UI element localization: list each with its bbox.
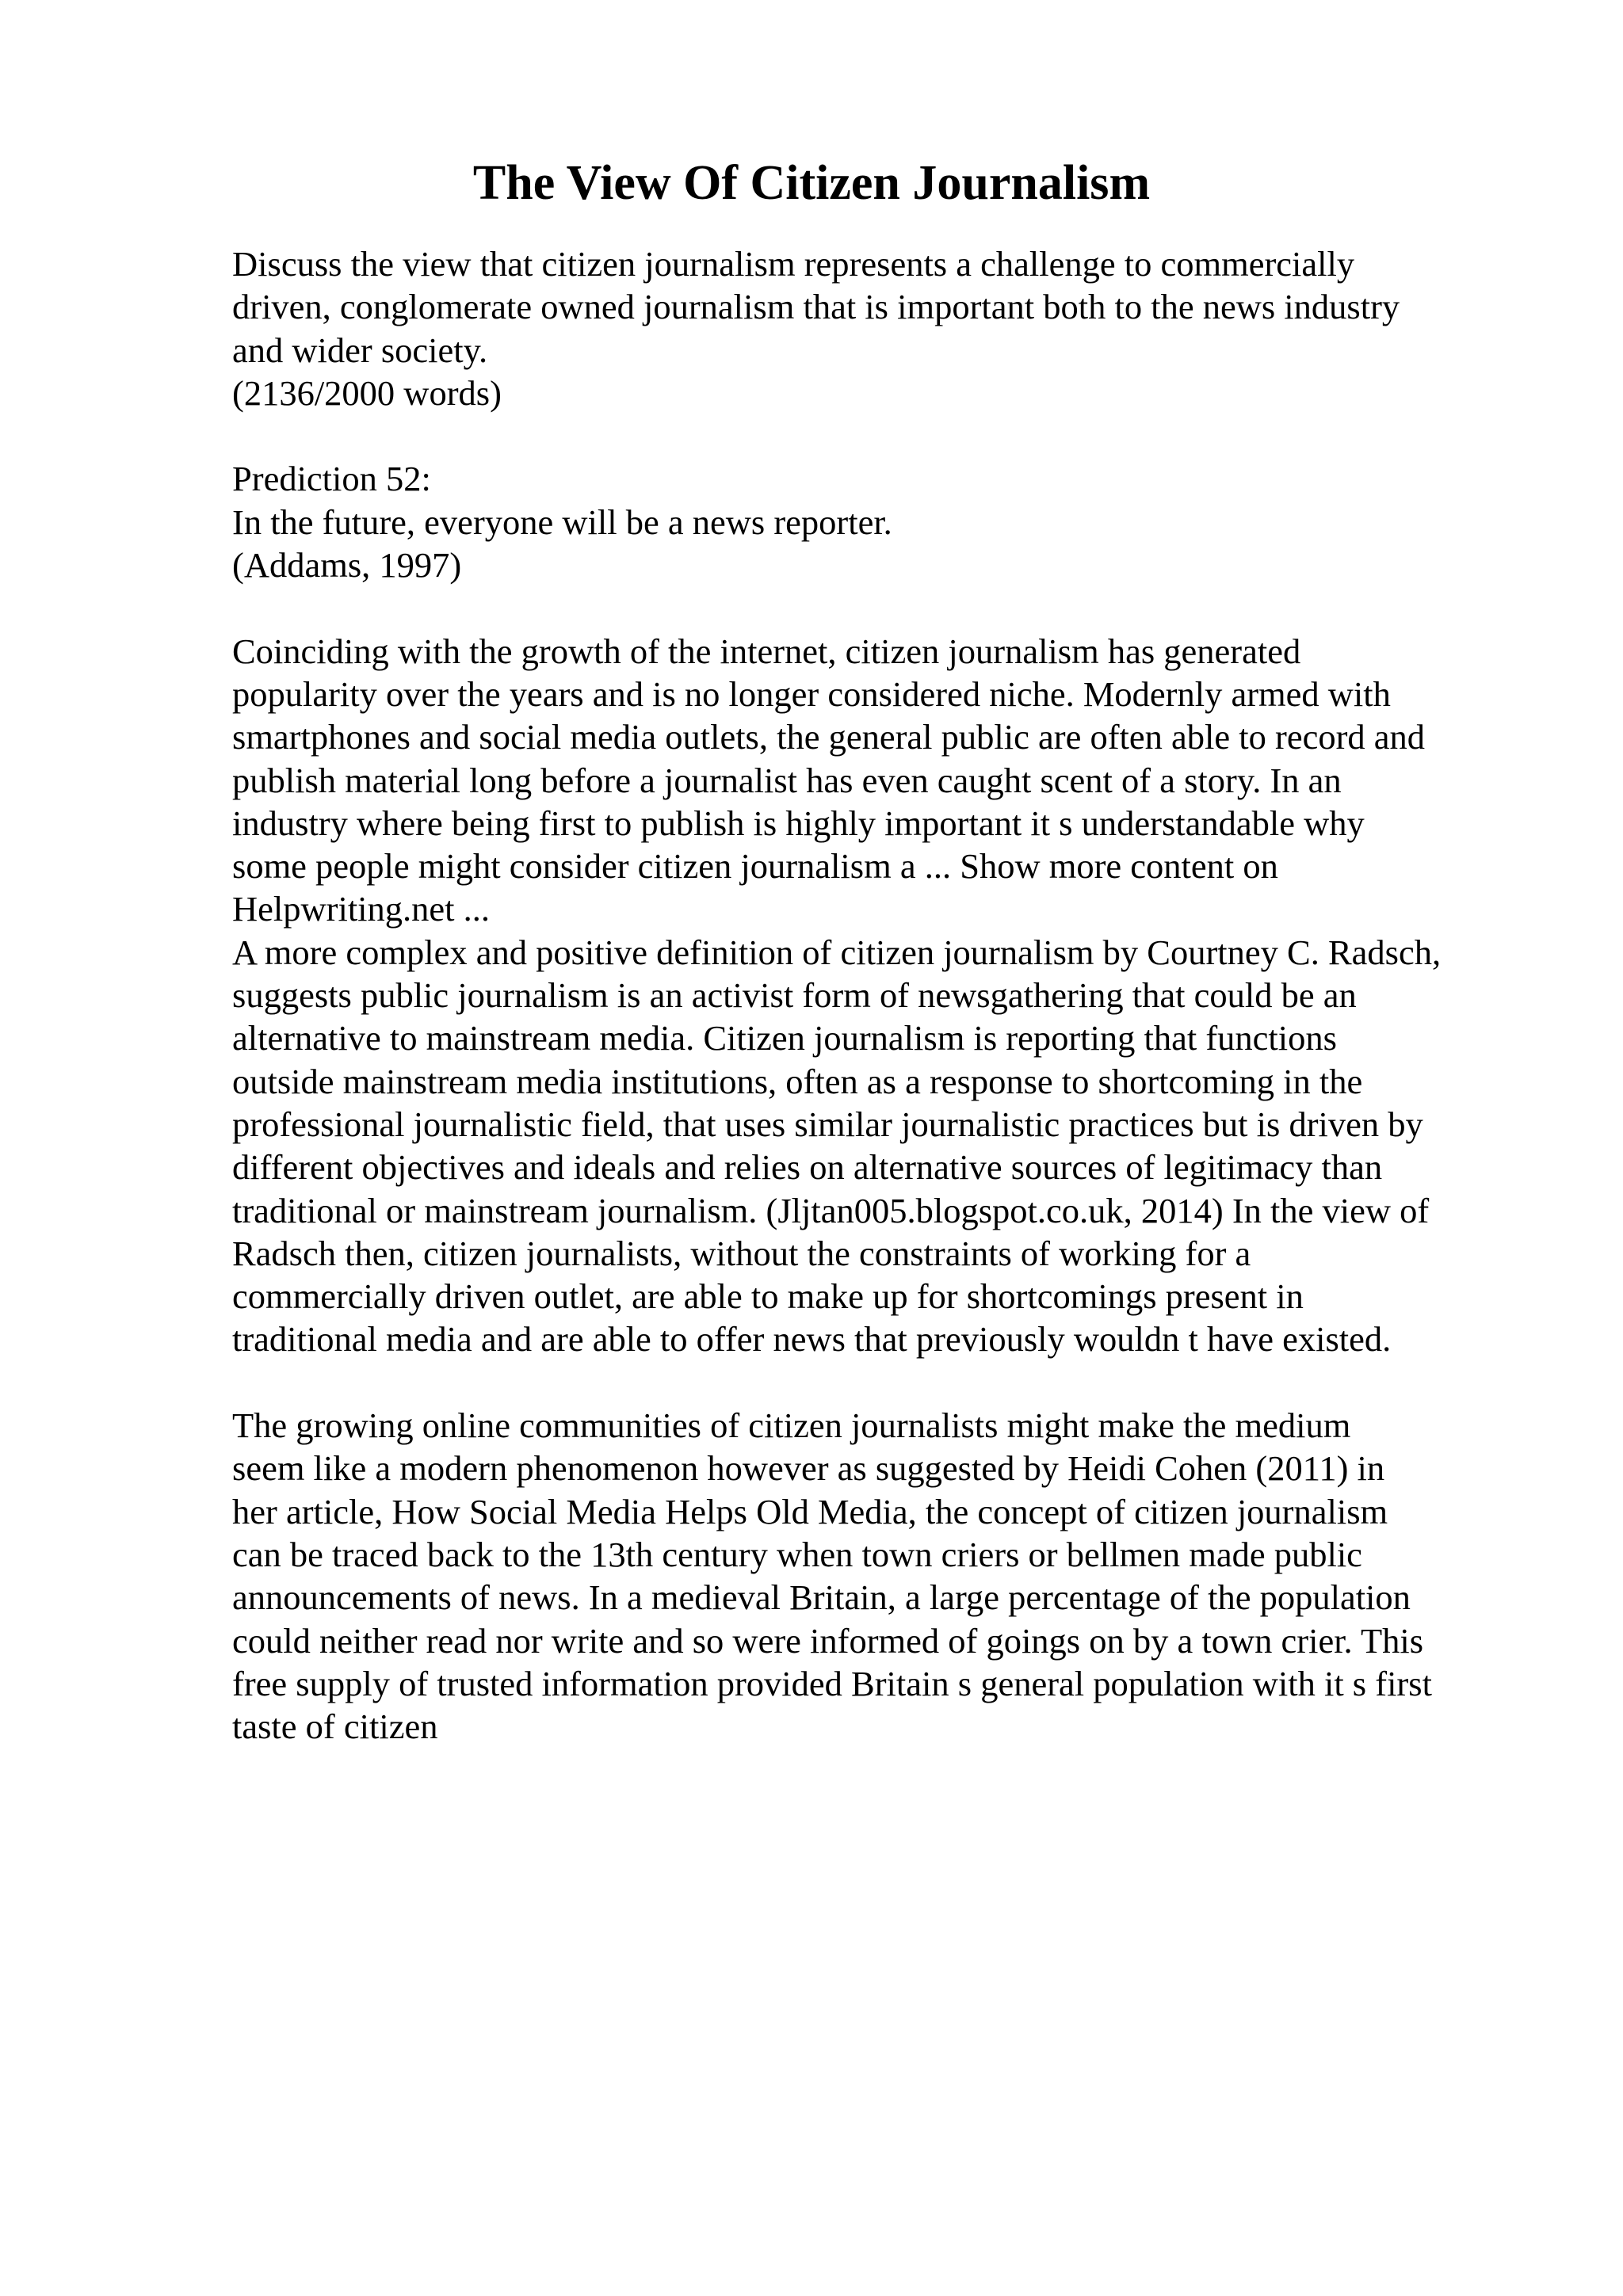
paragraph-line: commercially driven outlet, are able to make up for shortcomings present in — [232, 1276, 1304, 1317]
paragraph-line: could neither read nor write and so were informed of goings on by a town crier. This — [232, 1620, 1424, 1661]
paragraph-gap — [232, 586, 1595, 629]
paragraph-line: industry where being first to publish is highly important it s understandable why — [232, 803, 1365, 843]
word-count: (2136/2000 words) — [232, 372, 502, 413]
body-paragraph-2 — [232, 1404, 1595, 1748]
prompt-line: Discuss the view that citizen journalism represents a challenge to commercially — [232, 244, 1355, 284]
paragraph-line: her article, How Social Media Helps Old Media, the concept of citizen journalism — [232, 1491, 1388, 1531]
quote-citation: (Addams, 1997) — [232, 545, 462, 585]
paragraph-line: professional journalistic field, that uses similar journalistic practices but is driven by — [232, 1104, 1423, 1144]
document-title: The View Of Citizen Journalism — [472, 156, 1151, 210]
paragraph-line: some people might consider citizen journalism a ... Show more content on — [232, 846, 1278, 887]
epigraph-quote — [232, 457, 1595, 586]
prompt-line: driven, conglomerate owned journalism that is important both to the news industry — [232, 287, 1400, 327]
paragraph-line: A more complex and positive definition of citizen journalism by Courtney C. Radsch, — [232, 932, 1442, 972]
paragraph-line: alternative to mainstream media. Citizen journalism is reporting that functions — [232, 1018, 1337, 1058]
quote-line: Prediction 52: — [232, 459, 431, 499]
paragraph-gap — [232, 1361, 1595, 1404]
document-body — [232, 242, 1595, 1748]
paragraph-line: suggests public journalism is an activist form of newsgathering that could be an — [232, 975, 1357, 1016]
paragraph-line: publish material long before a journalist has even caught scent of a story. In an — [232, 760, 1342, 800]
paragraph-line: Radsch then, citizen journalists, without the constraints of working for a — [232, 1233, 1251, 1273]
prompt-line: and wider society. — [232, 330, 488, 370]
paragraph-line: traditional media and are able to offer news that previously wouldn t have existed. — [232, 1319, 1392, 1360]
essay-prompt — [232, 242, 1595, 414]
paragraph-line: traditional or mainstream journalism. (Jljtan005.blogspot.co.uk, 2014) In the view of — [232, 1190, 1430, 1230]
paragraph-line: smartphones and social media outlets, the general public are often able to record and — [232, 717, 1426, 757]
paragraph-line: free supply of trusted information provided Britain s general population with it s first — [232, 1663, 1432, 1703]
paragraph-line: taste of citizen — [232, 1707, 438, 1747]
paragraph-line: different objectives and ideals and relies on alternative sources of legitimacy than — [232, 1147, 1383, 1188]
paragraph-line: seem like a modern phenomenon however as suggested by Heidi Cohen (2011) in — [232, 1448, 1385, 1489]
paragraph-line: announcements of news. In a medieval Britain, a large percentage of the population — [232, 1577, 1411, 1618]
paragraph-line: outside mainstream media institutions, often as a response to shortcoming in the — [232, 1061, 1363, 1101]
paragraph-line: The growing online communities of citizen journalists might make the medium — [232, 1405, 1351, 1446]
paragraph-line: can be traced back to the 13th century when town criers or bellmen made public — [232, 1534, 1362, 1574]
quote-line: In the future, everyone will be a news reporter. — [232, 502, 892, 542]
body-paragraph-1 — [232, 630, 1595, 1361]
paragraph-line: Helpwriting.net ... — [232, 889, 491, 929]
paragraph-line: Coinciding with the growth of the internet, citizen journalism has generated — [232, 631, 1301, 671]
paragraph-line: popularity over the years and is no longer considered niche. Modernly armed with — [232, 673, 1391, 714]
paragraph-gap — [232, 414, 1595, 457]
